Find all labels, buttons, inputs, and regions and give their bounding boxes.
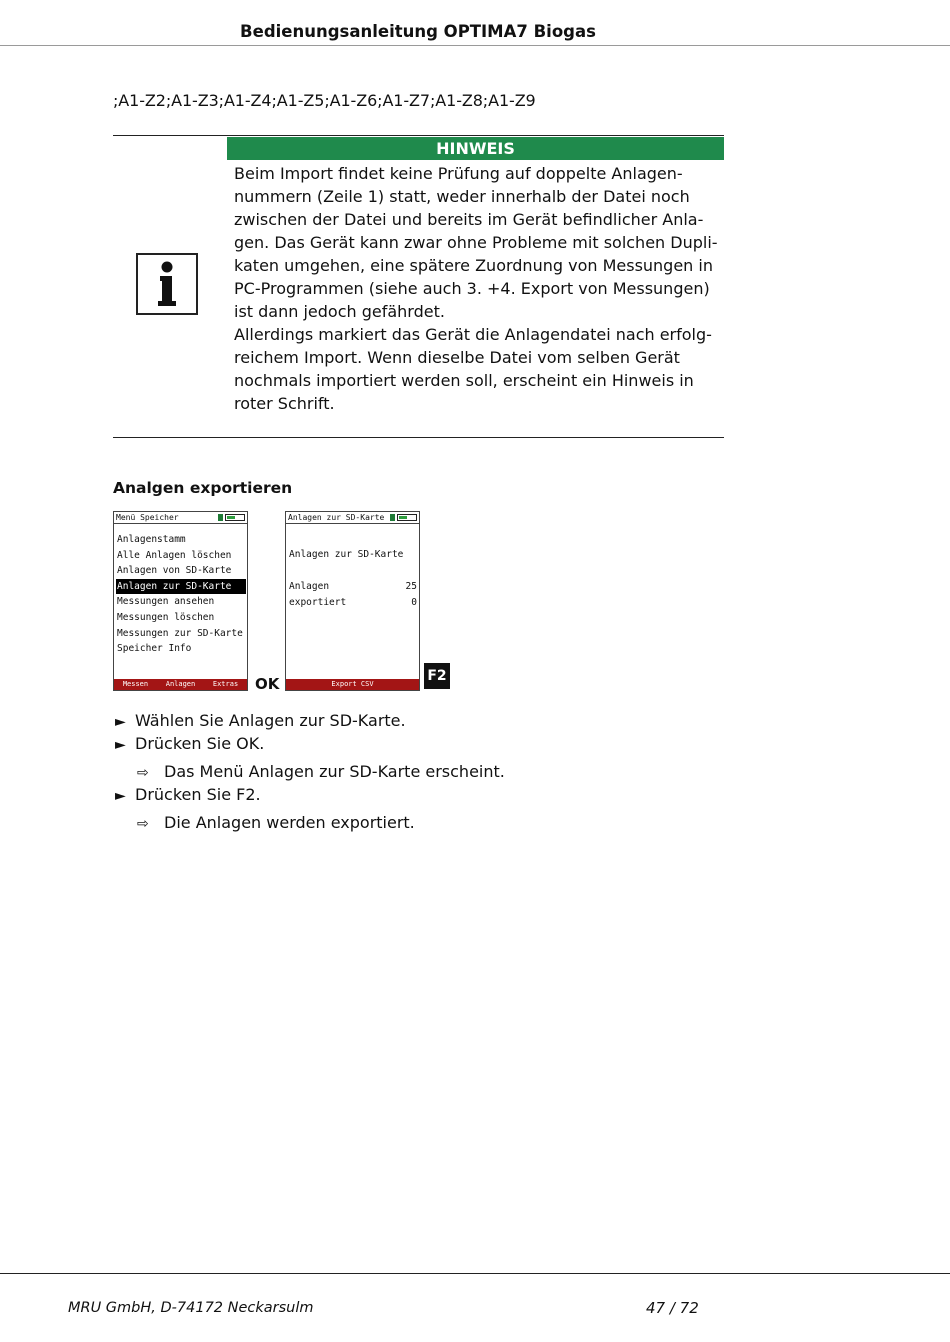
page-number: 47 / 72 <box>646 1299 699 1317</box>
ok-key-label: OK <box>255 675 280 693</box>
note-paragraph-1 <box>234 162 724 323</box>
menu-item[interactable]: Anlagen von SD-Karte <box>117 565 232 577</box>
footer-company: MRU GmbH, D-74172 Neckarsulm <box>68 1300 314 1316</box>
result-arrow-icon: ⇨ <box>137 765 149 781</box>
footer-divider <box>0 1273 950 1274</box>
screen-title: Anlagen zur SD-Karte <box>288 513 385 522</box>
row-value-exportiert: 0 <box>411 597 417 608</box>
softkey-bar <box>114 679 247 690</box>
menu-item[interactable]: Anlagen zur SD-Karte <box>116 579 246 594</box>
bullet-arrow-icon: ► <box>115 714 126 730</box>
result-1 <box>137 762 505 781</box>
note-line: katen umgehen, eine spätere Zuordnung von Messungen in <box>234 256 713 275</box>
device-screen-menu-speicher <box>113 511 248 691</box>
softkey-f2[interactable]: Anlagen <box>165 680 196 688</box>
battery-fill <box>399 516 407 519</box>
softkey-f1[interactable]: Messen <box>122 680 149 688</box>
menu-item[interactable]: Messungen löschen <box>117 612 215 623</box>
note-line: Allerdings markiert das Gerät die Anlagendatei nach erfolg- <box>234 325 712 344</box>
note-body <box>234 162 724 415</box>
softkey-bar <box>286 679 419 690</box>
note-line: ist dann jedoch gefährdet. <box>234 302 445 321</box>
note-line: nummern (Zeile 1) statt, weder innerhalb der Datei noch <box>234 187 690 206</box>
result-arrow-icon: ⇨ <box>137 816 149 832</box>
import-format-line: ;A1-Z2;A1-Z3;A1-Z4;A1-Z5;A1-Z6;A1-Z7;A1-Z8;A1-Z9 <box>113 91 536 110</box>
result-2 <box>137 813 415 832</box>
softkey-f2-export-csv[interactable]: Export CSV <box>331 680 374 688</box>
note-line: zwischen der Datei und bereits im Gerät befindlicher Anla- <box>234 210 704 229</box>
bullet-arrow-icon: ► <box>115 737 126 753</box>
menu-item[interactable]: Alle Anlagen löschen <box>117 549 232 561</box>
info-icon <box>136 253 198 315</box>
battery-icon <box>397 514 417 521</box>
menu-item[interactable]: Speicher Info <box>117 643 192 655</box>
device-screen-anlagen-zur-sd-karte <box>285 511 420 691</box>
note-line: nochmals importiert werden soll, erscheint ein Hinweis in <box>234 371 694 390</box>
note-line: Beim Import findet keine Prüfung auf doppelte Anlagen- <box>234 164 683 183</box>
screen-heading: Anlagen zur SD-Karte <box>289 549 404 560</box>
screen-title: Menü Speicher <box>116 513 179 522</box>
step-2 <box>115 734 264 753</box>
step-1 <box>115 711 406 730</box>
softkey-f3[interactable]: Extras <box>212 680 239 688</box>
note-paragraph-2 <box>234 323 724 415</box>
section-heading: Analgen exportieren <box>113 479 293 497</box>
battery-fill <box>227 516 235 519</box>
result-2-text: Die Anlagen werden exportiert. <box>164 813 415 832</box>
f2-key-label: F2 <box>424 663 450 689</box>
header-divider <box>0 45 950 46</box>
menu-item[interactable]: Messungen ansehen <box>117 596 215 608</box>
screen-title-divider <box>114 523 247 524</box>
screen-title-divider <box>286 523 419 524</box>
battery-status-mark <box>218 514 223 521</box>
note-line: roter Schrift. <box>234 394 335 413</box>
note-bottom-rule <box>113 437 724 438</box>
note-banner: HINWEIS <box>227 137 724 160</box>
menu-item[interactable]: Anlagenstamm <box>117 534 186 545</box>
battery-icon <box>225 514 245 521</box>
row-label-anlagen: Anlagen <box>289 581 330 592</box>
step-3-text: Drücken Sie F2. <box>135 785 261 804</box>
battery-status-mark <box>390 514 395 521</box>
note-line: reichem Import. Wenn dieselbe Datei vom selben Gerät <box>234 348 680 367</box>
note-top-rule <box>113 135 724 136</box>
menu-item[interactable]: Messungen zur SD-Karte <box>117 627 243 639</box>
note-line: PC-Programmen (siehe auch 3. +4. Export von Messungen) <box>234 279 710 298</box>
document-header-title: Bedienungsanleitung OPTIMA7 Biogas <box>240 22 596 41</box>
step-2-text: Drücken Sie OK. <box>135 734 265 753</box>
bullet-arrow-icon: ► <box>115 788 126 804</box>
note-line: gen. Das Gerät kann zwar ohne Probleme mit solchen Dupli- <box>234 233 718 252</box>
row-value-anlagen: 25 <box>405 581 417 592</box>
step-1-text: Wählen Sie Anlagen zur SD-Karte. <box>135 711 406 730</box>
result-1-text: Das Menü Anlagen zur SD-Karte erscheint. <box>164 762 505 781</box>
step-3 <box>115 785 261 804</box>
row-label-exportiert: exportiert <box>289 597 347 608</box>
